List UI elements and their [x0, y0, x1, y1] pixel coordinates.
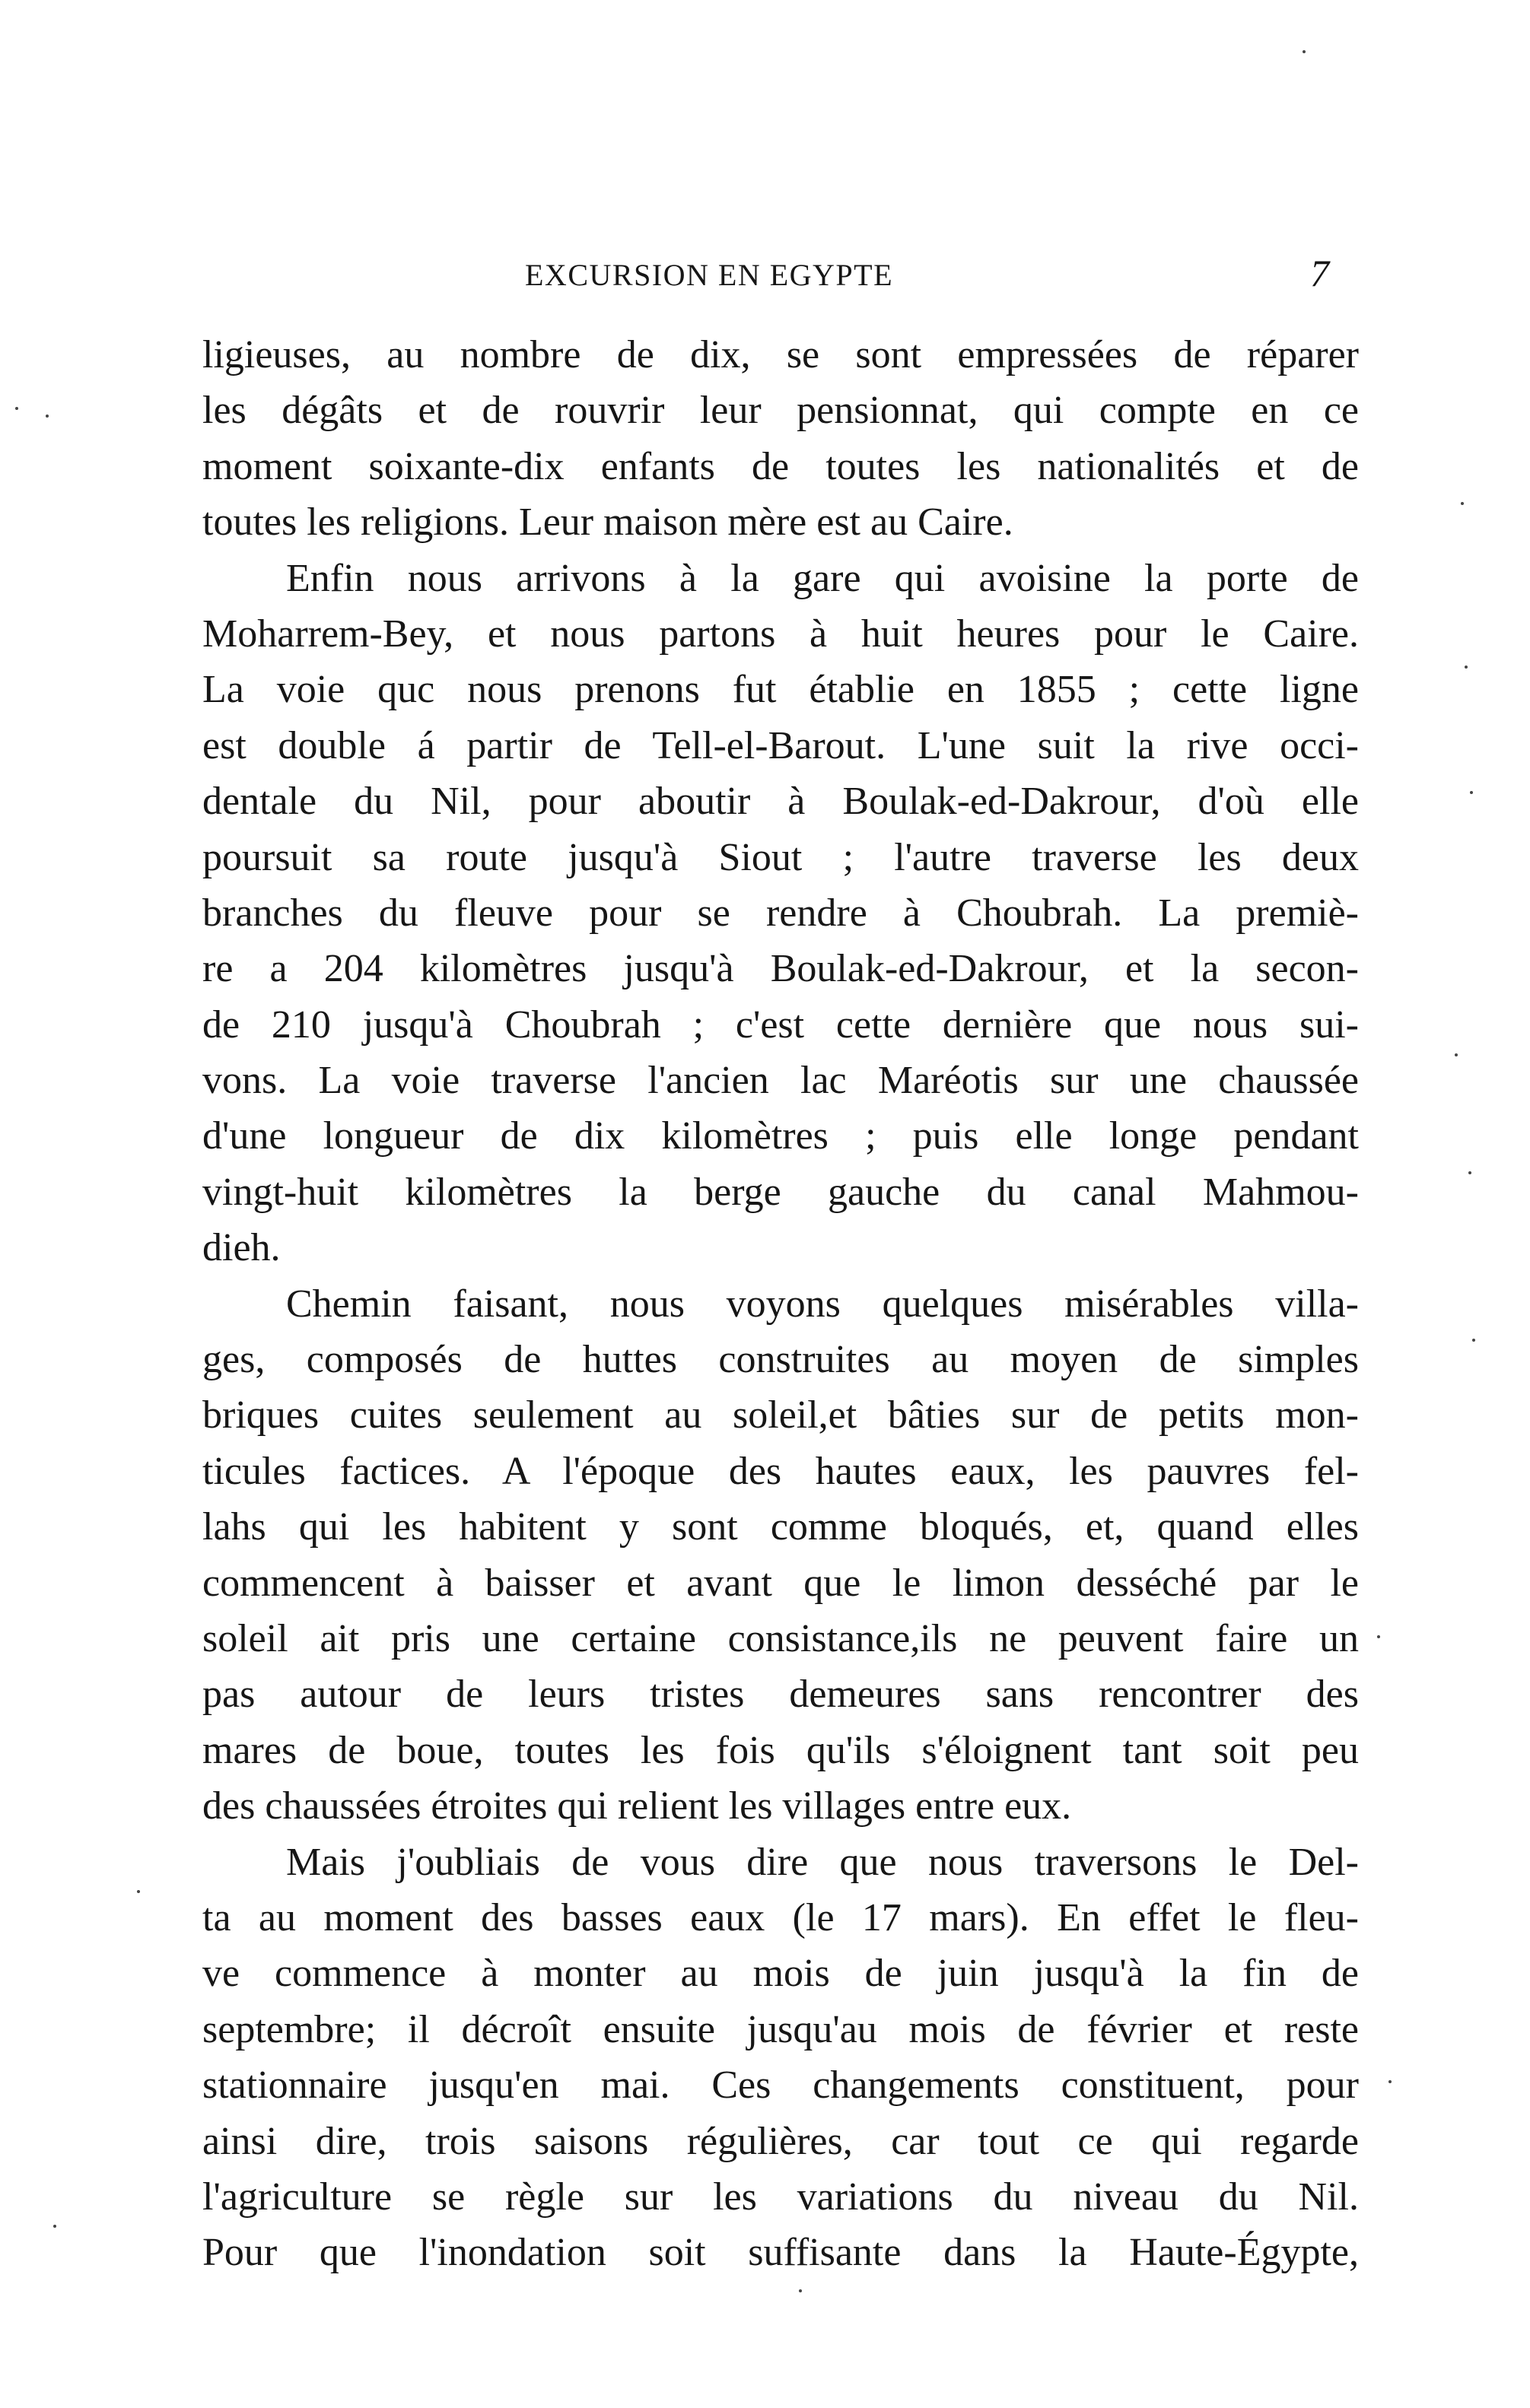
scan-speck [53, 2225, 56, 2228]
scan-speck [1468, 1171, 1471, 1174]
scan-speck [799, 2289, 802, 2292]
running-title: EXCURSION EN EGYPTE [525, 258, 894, 292]
text-line: Chemin faisant, nous voyons quelques misérables villa- [286, 1282, 1359, 1326]
text-line: soleil ait pris une certaine consistance,ils ne peuvent faire un [202, 1616, 1359, 1660]
text-line: Enfin nous arrivons à la gare qui avoisine la porte de [286, 556, 1359, 600]
text-line: commencent à baisser et avant que le limon desséché par le [202, 1561, 1359, 1605]
text-line: vons. La voie traverse l'ancien lac Maréotis sur une chaussée [202, 1059, 1359, 1103]
text-line: poursuit sa route jusqu'à Siout ; l'autre traverse les deux [202, 835, 1359, 879]
text-line: l'agriculture se règle sur les variations du niveau du Nil. [202, 2175, 1359, 2219]
scan-speck [1388, 2080, 1392, 2083]
text-line: pas autour de leurs tristes demeures sans rencontrer des [202, 1673, 1359, 1717]
text-line: Pour que l'inondation soit suffisante dans la Haute-Égypte, [202, 2231, 1359, 2275]
scan-speck [1472, 1339, 1475, 1342]
text-line: est double á partir de Tell-el-Barout. L'une suit la rive occi- [202, 723, 1359, 767]
scan-speck [1303, 50, 1306, 53]
text-line: re a 204 kilomètres jusqu'à Boulak-ed-Dakrour, et la secon- [202, 947, 1359, 991]
text-line: Moharrem-Bey, et nous partons à huit heures pour le Caire. [202, 612, 1359, 656]
text-line: de 210 jusqu'à Choubrah ; c'est cette dernière que nous sui- [202, 1002, 1359, 1047]
text-line: les dégâts et de rouvrir leur pensionnat, qui compte en ce [202, 389, 1359, 433]
scan-speck [46, 415, 49, 418]
text-line: briques cuites seulement au soleil,et bâties sur de petits mon- [202, 1393, 1359, 1437]
scan-speck [1461, 502, 1464, 505]
text-line: branches du fleuve pour se rendre à Choubrah. La premiè- [202, 891, 1359, 935]
text-line: dieh. [202, 1226, 281, 1270]
text-line: mares de boue, toutes les fois qu'ils s'éloignent tant soit peu [202, 1728, 1359, 1772]
text-line: vingt-huit kilomètres la berge gauche du canal Mahmou- [202, 1170, 1359, 1214]
body-text [202, 327, 1359, 2281]
text-line: moment soixante-dix enfants de toutes les nationalités et de [202, 444, 1359, 488]
text-line: ve commence à monter au mois de juin jusqu'à la fin de [202, 1952, 1359, 1996]
text-line: ticules factices. A l'époque des hautes eaux, les pauvres fel- [202, 1449, 1359, 1493]
scan-speck [1465, 666, 1468, 669]
text-line: d'une longueur de dix kilomètres ; puis elle longe pendant [202, 1114, 1359, 1158]
text-line: ainsi dire, trois saisons régulières, car tout ce qui regarde [202, 2119, 1359, 2163]
scan-speck [15, 407, 18, 410]
text-line: ta au moment des basses eaux (le 17 mars). En effet le fleu- [202, 1895, 1359, 1939]
page-number: 7 [1310, 252, 1329, 294]
scan-speck [1377, 1635, 1380, 1638]
text-line: des chaussées étroites qui relient les villages entre eux. [202, 1784, 1072, 1828]
scan-speck [137, 1890, 140, 1893]
text-line: ges, composés de huttes construites au moyen de simples [202, 1338, 1359, 1382]
text-line: dentale du Nil, pour aboutir à Boulak-ed-Dakrour, d'où elle [202, 780, 1359, 824]
text-line: ligieuses, au nombre de dix, se sont empressées de réparer [202, 333, 1359, 376]
text-line: Mais j'oubliais de vous dire que nous traversons le Del- [286, 1840, 1359, 1884]
text-line: septembre; il décroît ensuite jusqu'au mois de février et reste [202, 2007, 1359, 2051]
scan-speck [1470, 791, 1473, 794]
scan-speck [1455, 1053, 1458, 1056]
text-line: toutes les religions. Leur maison mère est au Caire. [202, 500, 1013, 545]
text-line: La voie quc nous prenons fut établie en 1855 ; cette ligne [202, 668, 1359, 712]
text-line: lahs qui les habitent y sont comme bloqués, et, quand elles [202, 1505, 1359, 1549]
text-line: stationnaire jusqu'en mai. Ces changements constituent, pour [202, 2063, 1359, 2108]
